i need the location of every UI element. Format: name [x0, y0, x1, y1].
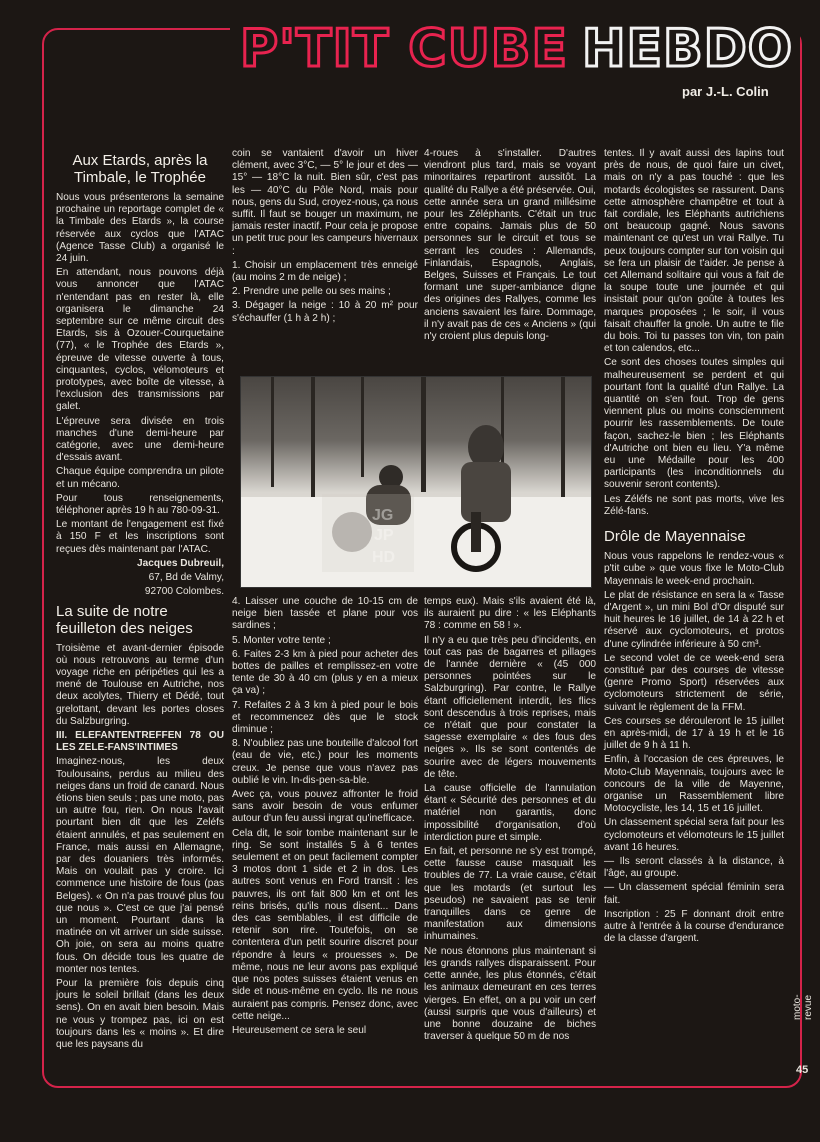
column-3-top — [424, 148, 596, 345]
watermark-logo — [322, 494, 414, 572]
article2-paragraph: Les Zéléfs ne sont pas morts, vive les Zélé-fans. — [604, 493, 784, 517]
column-4 — [604, 148, 784, 947]
article3-paragraph: Le second volet de ce week-end sera constitué par des courses de vitesse (genre Promo Sport) réservées aux cyclomoteurs strictement de série, suivant le règlement de la FFM. — [604, 652, 784, 713]
tip-item: 4. Laisser une couche de 10-15 cm de neige bien tassée et plane pour vos sardines ; — [232, 596, 418, 632]
svg-text:JG: JG — [372, 507, 394, 524]
article3-heading: Drôle de Mayennaise — [604, 528, 746, 546]
article1-paragraph: Le montant de l'engagement est fixé à 150 F et les inscriptions sont reçues dès maintenant par l'ATAC. — [56, 519, 224, 555]
article1-address-line: 67, Bd de Valmy, — [148, 572, 224, 584]
article2-paragraph: coin se vantaient d'avoir un hiver clément, avec 3°C, — 5° le jour et des — 15° — 18°C la nuit. Bien sûr, c'est pas les — 40°C du Pôle Nord, mais pour nous, gens du Sud, croyez-nous, ça nous suffit. Il faut se bouger un maximum, ne jamais rester inactif. Pour cela je propose un petit truc pour les campeurs hivernaux : — [232, 148, 418, 257]
article2-paragraph: Cela dit, le soir tombe maintenant sur le ring. Se sont installés 5 à 6 tentes seulement et on peut facilement compter 3 motos dont 1 side et 2 in dos. Les autres sont venus en Ford transit : les pauvres, ils ont fait 800 km et ont les reins brisés, qu'ils nous disent... Dans des cas semblables, il est difficile de retenir son rire. Toutefois, on se contentera d'un petit sourire discret pour répondre à leurs « prouesses ». De même, nous ne leur avons pas expliqué que nos potes suisses étaient venus en side et nous-même en cyclo. Ils ne nous auraient pas compris. Pensez donc, avec cette neige... — [232, 827, 418, 1022]
article2-intro: Troisième et avant-dernier épisode où nous retrouvons au terme d'un voyage riche en péripéties qui les a mené de Toulouse en Autriche, nos deux acolytes, Thierry et Dédé, tout grelottant, devant les portes closes du Salzburgring. — [56, 642, 224, 727]
page-number: 45 — [796, 1064, 809, 1076]
article3-paragraph: Nous vous rappelons le rendez-vous « p'tit cube » que vous fixe le Moto-Club Mayennais le week-end prochain. — [604, 551, 784, 587]
article2-paragraph: Pour la première fois depuis cinq jours le soleil brillait (dans les deux sens). On en avait bien besoin. Mais ne vous y trompez pas, ici on est toujours dans les « moins ». Et dire que les paysans du — [56, 977, 224, 1050]
article2-paragraph: temps eux). Mais s'ils avaient été là, ils auraient pu dire : « les Eléphants 78 : comme en 58 ! ». — [424, 596, 596, 632]
article3-paragraph: Ces courses se dérouleront le 15 juillet en après-midi, de 17 à 19 h et le 16 juillet de 9 h à 11 h. — [604, 715, 784, 752]
article2-paragraph: En fait, et personne ne s'y est trompé, cette fausse cause masquait les troubles de 77. La vraie cause, c'était que les motards (et surtout les pseudos) ne savaient pas se tenir tranquilles dans ce genre de manifestation aux dimensions inhumaines. — [424, 846, 596, 943]
article3-paragraph: — Ils seront classés à la distance, à l'âge, au groupe. — [604, 855, 784, 880]
column-1 — [56, 148, 224, 1053]
masthead-title-red: P'TIT CUBE — [240, 19, 568, 79]
article2-paragraph: tentes. Il y avait aussi des lapins tout près de nous, de quoi faire un civet, mais on n'y a pas touché : que les motards écologistes se rassurent. Dans cette atmosphère champêtre et tout à fait cordiale, les Eléphants autrichiens ont beaucoup gagné. Nous savons maintenant ce qu'est un vrai Rallye. Tu peux toujours compter sur ton voisin qui se fera un plaisir de t'aider. Je pense à cet Allemand solitaire qui vous a fait de la soupe toute une journée et qui insistait pour qu'on goûte à toutes les marques proposées ; le soir, il vous faisait chauffer la gnole. Un autre te file du bois. Toi tu passes ton vin, ton pain et ton calendos, etc... — [604, 148, 784, 355]
article1-signature: Jacques Dubreuil, — [137, 557, 224, 569]
magazine-side-label: moto-revue — [792, 994, 814, 1020]
article3-paragraph: Un classement spécial sera fait pour les cyclomoteurs et vélomoteurs le 15 juillet avant 16 heures. — [604, 817, 784, 853]
tip-item: 8. N'oubliez pas une bouteille d'alcool fort (eau de vie, etc.) pour les moments creux. Je pense que vous n'avez pas oublié le vin. In-dis-pen-sa-ble. — [232, 738, 418, 786]
tip-item: 1. Choisir un emplacement très enneigé (au moins 2 m de neige) ; — [232, 259, 418, 284]
column-3-lower — [424, 596, 596, 1045]
svg-text:HD: HD — [372, 549, 396, 566]
article2-paragraph: La cause officielle de l'annulation étant « Sécurité des personnes et du matériel non garantis, donc impossibilité d'organisation, d'où interdiction pure et simple. — [424, 783, 596, 843]
article3-paragraph: Enfin, à l'occasion de ces épreuves, le Moto-Club Mayennais, toujours avec le concours de la ville de Mayenne, organise un Rassemblement libre Motocycliste, les 14, 15 et 16 juillet. — [604, 754, 784, 815]
tip-item: 2. Prendre une pelle ou ses mains ; — [232, 286, 391, 298]
article1-heading: Aux Etards, après la Timbale, le Trophée — [72, 152, 208, 186]
article1-paragraph: Pour tous renseignements, téléphoner après 19 h au 780-09-31. — [56, 492, 224, 517]
tip-item: 7. Refaites 2 à 3 km à pied pour le bois et recommencez dès que le stock diminue ; — [232, 699, 418, 736]
article1-address-line: 92700 Colombes. — [144, 586, 224, 598]
article3-paragraph: Inscription : 25 F donnant droit entre autre à l'entrée à la course d'endurance de la classe d'argent. — [604, 908, 784, 945]
article2-paragraph: Heureusement ce sera le seul — [232, 1024, 367, 1036]
svg-text:JP: JP — [374, 527, 394, 544]
article1-paragraph: L'épreuve sera divisée en trois manches d'une demi-heure par catégorie, avec une demi-heure d'essais avant. — [56, 415, 224, 464]
masthead — [240, 18, 793, 80]
article2-paragraph: Imaginez-nous, les deux Toulousains, perdus au milieu des neiges dans un froid de canard. Nous étions bien seuls ; pas une moto, pas un autre fou, rien. On nous l'avait pourtant bien dit que les Zeléfs étaient annulés, et pas seulement en France, mais aussi en Allemagne, par des douaniers très informés. Mais on voulait pas y croire. Ici commence une histoire de fous (pas Belges). « On n'a pas trouvé plus fou que nous ». C'est ce que j'ai pensé un moment. Pourtant dans la matinée on vit arriver un side suisse. Oh joie, on sera au moins quatre fous. On décide tous les quatre de monter nos tentes. — [56, 756, 224, 975]
article2-paragraph: 4-roues à s'installer. D'autres viendront plus tard, mais se voyant minoritaires repartiront aussitôt. La qualité du Rallye a été préservée. Oui, cette année sera un grand millésime pour les Zéléphants. C'était un truc entre copains. Jamais plus de 50 personnes sur le circuit et tous se serrant les coudes : Allemands, Finlandais, Espagnols, Anglais, Belges, Suisses et Français. Le tout formant une super-ambiance digne des origines des Rallyes, comme les anciens savaient les faire. Dommage, il n'y avait pas de ces « Anciens » (qui n'y croient plus depuis long- — [424, 148, 596, 343]
tip-item: 6. Faites 2-3 km à pied pour acheter des bottes de pailles et remplissez-en votre tente de 30 à 40 cm (plus y en a mieux ça va) ; — [232, 648, 418, 697]
article2-paragraph: Ce sont des choses toutes simples qui malheureusement se perdent et qui pourtant font la qualité d'un Rallye. La quantité on s'en fout. Trop de gens viennent plus ou moins consciemment pourrir les rassemblements. De toute façon, sachez-le bien ; les Eléphants d'Autriche ont bien eu lieu. Y'a même eu une Médaille pour les 400 participants (les inconditionnels du souvenir seront contents). — [604, 357, 784, 491]
snow-camp-photo — [240, 376, 592, 588]
tip-item: 5. Monter votre tente ; — [232, 634, 331, 646]
tip-item: 3. Dégager la neige : 10 à 20 m² pour s'échauffer (1 h à 2 h) ; — [232, 300, 418, 324]
article3-paragraph: Le plat de résistance en sera la « Tasse d'Argent », un mini Bol d'Or disputé sur huit heures le 16 juillet, de 14 à 22 h et réservé aux cyclomoteurs, et protos d'une cylindrée inférieure à 50 cm³. — [604, 589, 784, 650]
column-2-lower — [232, 596, 418, 1039]
byline: par J.-L. Colin — [682, 84, 769, 99]
masthead-title-white: HEBDO — [581, 19, 794, 79]
column-2-top — [232, 148, 418, 327]
article2-paragraph: Il n'y a eu que très peu d'incidents, en tout cas pas de bagarres et pillages de l'année dernière « (45 000 personnes pointées sur le Salzburgring). Par contre, le Rallye étant officiellement interdit, les flics sont descendus à trois reprises, mais ce n'était que pour constater la sagesse exemplaire « des fous des neiges ». Ils se sont contentés de sourire avec de légers mouvements de tête. — [424, 634, 596, 780]
article1-paragraph: Chaque équipe comprendra un pilote et un mécano. — [56, 466, 224, 490]
article2-subheading: III. ELEFANTENTREFFEN 78 OU LES ZELE-FANS'INTIMES — [56, 729, 224, 754]
article1-paragraph: Nous vous présenterons la semaine prochaine un reportage complet de « la Timbale des Etards », la course réservée aux cyclos que l'ATAC (Agence Tasse Club) a organisé le 24 juin. — [56, 192, 224, 265]
article2-paragraph: Avec ça, vous pouvez affronter le froid sans avoir besoin de vous enfumer autour d'un feu aussi ingrat qu'inefficace. — [232, 789, 418, 825]
article2-heading: La suite de notre feuilleton des neiges — [56, 602, 193, 637]
article1-paragraph: En attendant, nous pouvons déjà vous annoncer que l'ATAC n'entendant pas en rester là, elle organisera le dimanche 24 septembre sur ce même circuit des Etards, sis à Ozouer-Courquetaine (77), « le Trophée des Etards », épreuve de vitesse ouverte à tous, cinquantes, cyclos, vélomoteurs et prototypes, avec boîte de vitesse, à l'exclusion des transmissions par galet. — [56, 267, 224, 413]
article3-paragraph: — Un classement spécial féminin sera fait. — [604, 882, 784, 906]
moped-rider-figure — [441, 407, 531, 577]
article2-paragraph: Ne nous étonnons plus maintenant si les grands rallyes disparaissent. Pour cette année, les plus étonnés, c'était les animaux demeurant en ces terres vierges. En effet, on a pu voir un cerf (aussi surpris que vous d'ailleurs) et une bonne douzaine de biches traverser à quelque 50 m de nos — [424, 945, 596, 1043]
